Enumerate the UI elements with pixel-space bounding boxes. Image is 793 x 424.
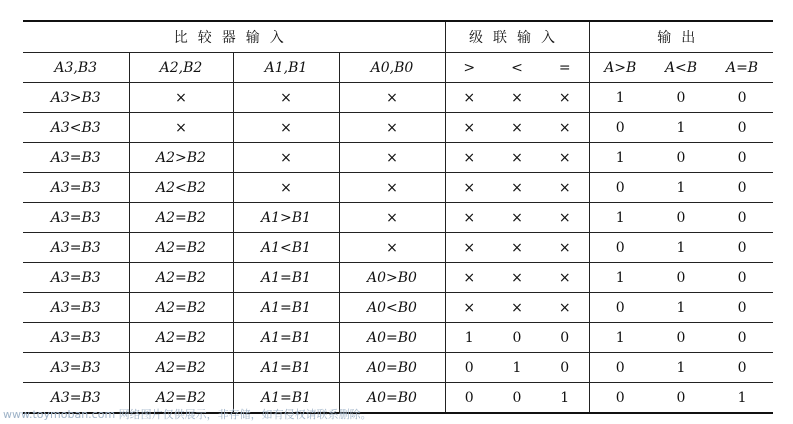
table-cell: A2=B2	[129, 383, 233, 414]
table-cell: A3=B3	[23, 143, 129, 173]
table-cell: ×	[541, 173, 589, 203]
column-header: A0,B0	[339, 53, 445, 83]
table-cell: ×	[493, 203, 541, 233]
table-cell: 0	[651, 323, 711, 353]
table-cell: ×	[541, 113, 589, 143]
table-cell: 1	[651, 353, 711, 383]
table-cell: ×	[339, 83, 445, 113]
table-cell: 0	[711, 203, 773, 233]
table-cell: 1	[493, 353, 541, 383]
table-cell: 1	[589, 203, 651, 233]
table-cell: A2=B2	[129, 353, 233, 383]
table-cell: 0	[711, 143, 773, 173]
column-header-row	[23, 53, 773, 83]
table-cell: 0	[445, 383, 493, 414]
table-row	[23, 203, 773, 233]
table-cell: ×	[445, 233, 493, 263]
table-cell: ×	[445, 143, 493, 173]
table-cell: ×	[445, 83, 493, 113]
table-cell: 0	[711, 263, 773, 293]
table-cell: 1	[711, 383, 773, 414]
header-comparator-inputs: 比较器输入	[23, 21, 445, 53]
table-cell: ×	[233, 173, 339, 203]
table-row	[23, 143, 773, 173]
table-cell: ×	[493, 293, 541, 323]
table-cell: ×	[339, 203, 445, 233]
table-cell: A2=B2	[129, 203, 233, 233]
watermark-text: www.toymoban.com 网络图片仅供展示，非存储，如有侵权请联系删除。	[3, 408, 372, 421]
table-cell: A0>B0	[339, 263, 445, 293]
table-cell: 0	[493, 383, 541, 414]
table-cell: A2<B2	[129, 173, 233, 203]
table-cell: ×	[339, 113, 445, 143]
table-cell: A2=B2	[129, 293, 233, 323]
header-cascade-inputs: 级联输入	[445, 21, 589, 53]
table-cell: A2=B2	[129, 263, 233, 293]
table-cell: A3<B3	[23, 113, 129, 143]
table-cell: ×	[493, 173, 541, 203]
table-cell: 0	[651, 203, 711, 233]
table-cell: A0=B0	[339, 353, 445, 383]
table-cell: 0	[711, 293, 773, 323]
table-cell: A3=B3	[23, 383, 129, 414]
table-cell: A0<B0	[339, 293, 445, 323]
table-cell: ×	[339, 143, 445, 173]
table-cell: 0	[711, 173, 773, 203]
table-cell: ×	[339, 173, 445, 203]
table-cell: ×	[493, 263, 541, 293]
table-cell: 0	[445, 353, 493, 383]
table-cell: 1	[589, 143, 651, 173]
header-outputs: 输出	[589, 21, 773, 53]
column-header: A=B	[711, 53, 773, 83]
table-cell: 0	[651, 83, 711, 113]
table-cell: A3=B3	[23, 203, 129, 233]
table-cell: ×	[493, 143, 541, 173]
table-cell: A1=B1	[233, 263, 339, 293]
table-cell: A2=B2	[129, 233, 233, 263]
column-header: A3,B3	[23, 53, 129, 83]
table-cell: ×	[129, 113, 233, 143]
table-row	[23, 353, 773, 383]
table-cell: A2>B2	[129, 143, 233, 173]
table-cell: 0	[651, 263, 711, 293]
table-cell: ×	[493, 233, 541, 263]
table-cell: 0	[541, 353, 589, 383]
table-cell: 0	[711, 83, 773, 113]
table-cell: ×	[233, 143, 339, 173]
table-cell: 1	[589, 263, 651, 293]
table-cell: A2=B2	[129, 323, 233, 353]
table-cell: ×	[541, 263, 589, 293]
table-cell: ×	[445, 173, 493, 203]
table-cell: ×	[541, 83, 589, 113]
column-header: >	[445, 53, 493, 83]
column-header: A2,B2	[129, 53, 233, 83]
table-cell: 0	[711, 113, 773, 143]
table-cell: 0	[651, 383, 711, 414]
table-row	[23, 293, 773, 323]
table-cell: A1=B1	[233, 353, 339, 383]
table-cell: 1	[589, 83, 651, 113]
table-cell: ×	[493, 113, 541, 143]
table-cell: ×	[233, 113, 339, 143]
column-header: =	[541, 53, 589, 83]
table-cell: 0	[541, 323, 589, 353]
table-cell: 1	[651, 233, 711, 263]
table-cell: 1	[651, 173, 711, 203]
table-cell: ×	[129, 83, 233, 113]
table-cell: 0	[711, 323, 773, 353]
table-body	[23, 83, 773, 414]
table-row	[23, 263, 773, 293]
table-cell: ×	[445, 263, 493, 293]
table-cell: 0	[589, 353, 651, 383]
table-cell: ×	[541, 203, 589, 233]
column-header: A1,B1	[233, 53, 339, 83]
table-cell: A0=B0	[339, 383, 445, 414]
table-cell: ×	[339, 233, 445, 263]
table-cell: A3=B3	[23, 353, 129, 383]
table-cell: A3=B3	[23, 233, 129, 263]
table-cell: A3=B3	[23, 173, 129, 203]
table-cell: 1	[445, 323, 493, 353]
table-cell: 0	[589, 383, 651, 414]
table-cell: 0	[651, 143, 711, 173]
table-cell: A1>B1	[233, 203, 339, 233]
table-cell: 0	[589, 113, 651, 143]
table-cell: ×	[493, 83, 541, 113]
table-cell: A3=B3	[23, 293, 129, 323]
table-cell: 1	[651, 113, 711, 143]
table-cell: A3=B3	[23, 263, 129, 293]
table-cell: A1=B1	[233, 323, 339, 353]
table-cell: ×	[445, 203, 493, 233]
comparator-truth-table	[23, 20, 773, 414]
table-cell: 0	[589, 233, 651, 263]
table-cell: ×	[541, 233, 589, 263]
table-cell: 0	[493, 323, 541, 353]
group-header-row	[23, 21, 773, 53]
table-cell: 0	[589, 173, 651, 203]
table-row	[23, 323, 773, 353]
column-header: A>B	[589, 53, 651, 83]
table-cell: 0	[711, 353, 773, 383]
table-cell: 0	[589, 293, 651, 323]
table-cell: ×	[445, 293, 493, 323]
table-cell: 1	[589, 323, 651, 353]
table-cell: 1	[541, 383, 589, 414]
table-row	[23, 113, 773, 143]
table-cell: A1<B1	[233, 233, 339, 263]
table-cell: ×	[541, 293, 589, 323]
table-cell: 0	[711, 233, 773, 263]
column-header: A<B	[651, 53, 711, 83]
table-cell: A1=B1	[233, 293, 339, 323]
table-cell: ×	[233, 83, 339, 113]
table-cell: A3>B3	[23, 83, 129, 113]
column-header: <	[493, 53, 541, 83]
table-cell: ×	[541, 143, 589, 173]
table-cell: A0=B0	[339, 323, 445, 353]
table-cell: A1=B1	[233, 383, 339, 414]
table-cell: A3=B3	[23, 323, 129, 353]
table-row	[23, 173, 773, 203]
table-row	[23, 83, 773, 113]
table-cell: ×	[445, 113, 493, 143]
table-row	[23, 233, 773, 263]
table-cell: 1	[651, 293, 711, 323]
